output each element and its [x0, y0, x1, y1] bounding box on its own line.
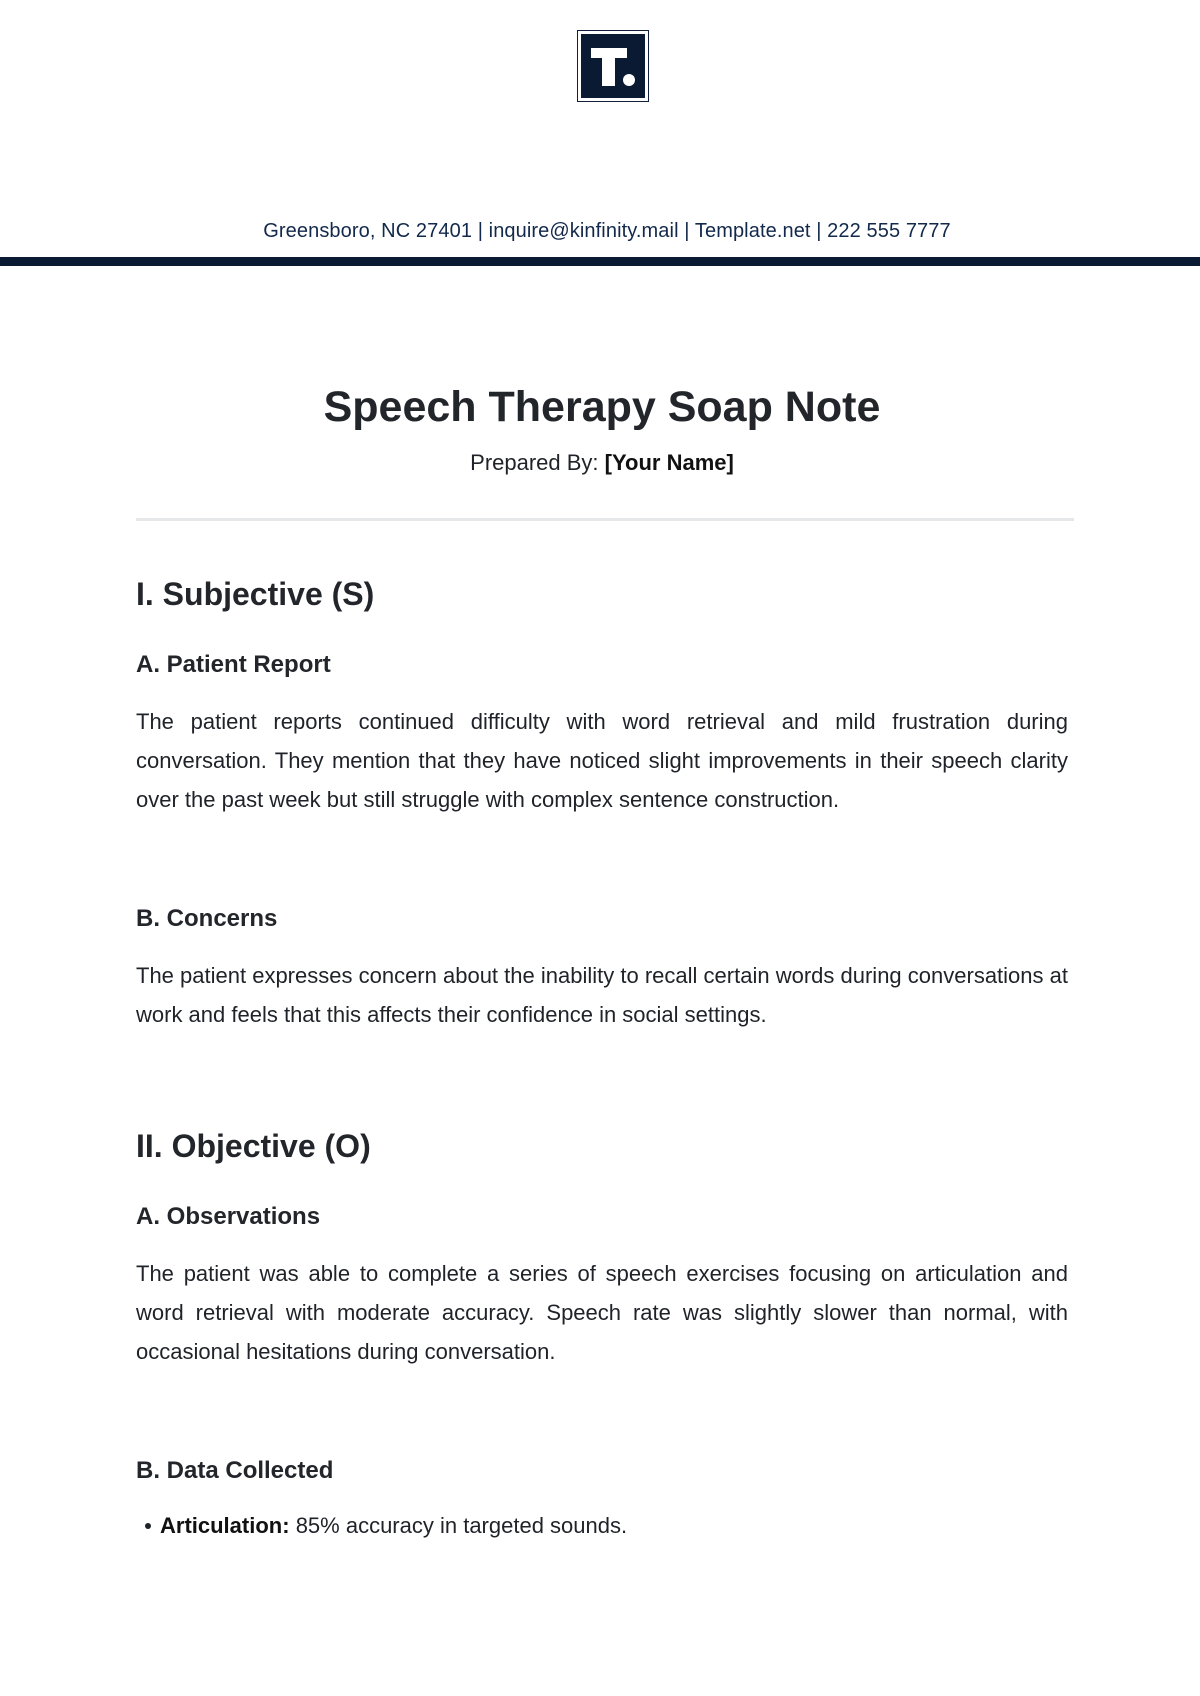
prepared-by-name: [Your Name]	[604, 449, 734, 475]
list-item-label: Articulation:	[160, 1512, 290, 1538]
document-body	[136, 380, 1068, 1545]
logo-letter-t-graphic	[581, 34, 645, 98]
header-divider	[0, 257, 1200, 266]
section-title-objective: II. Objective (O)	[136, 1127, 371, 1164]
document-title: Speech Therapy Soap Note	[323, 383, 881, 431]
list-item-value: 85% accuracy in targeted sounds.	[295, 1512, 628, 1538]
contact-info: Greensboro, NC 27401 | inquire@kinfinity.mail | Template.net | 222 555 7777	[263, 220, 951, 242]
prepared-by-label: Prepared By:	[470, 449, 599, 475]
section-subjective	[136, 575, 1068, 1034]
subsection-title-concerns: B. Concerns	[136, 905, 278, 933]
section-objective	[136, 1127, 1068, 1545]
subsection-title-patient-report: A. Patient Report	[136, 651, 331, 679]
patient-report-text: The patient reports continued difficulty with word retrieval and mild frustration during conversation. They mention that they have noticed slight improvements in their speech clarity over the past week but still struggle with complex sentence construction.	[136, 709, 1068, 813]
section-title-subjective: I. Subjective (S)	[136, 575, 375, 612]
data-collected-list	[136, 1506, 1068, 1545]
letterhead	[0, 0, 1200, 268]
template-logo-icon	[581, 34, 645, 98]
subsection-title-data-collected: B. Data Collected	[136, 1457, 334, 1485]
subsection-title-observations: A. Observations	[136, 1203, 321, 1231]
concerns-text: The patient expresses concern about the inability to recall certain words during conversations at work and feels that this affects their confidence in social settings.	[136, 962, 1068, 1027]
bullet-icon	[145, 1523, 151, 1529]
company-logo	[577, 30, 649, 102]
observations-text: The patient was able to complete a series of speech exercises focusing on articulation and word retrieval with moderate accuracy. Speech rate was slightly slower than normal, with occasional hesitations during conversation.	[136, 1261, 1068, 1365]
title-divider	[136, 518, 1074, 521]
list-item	[136, 1506, 1068, 1545]
prepared-by	[136, 450, 1068, 476]
